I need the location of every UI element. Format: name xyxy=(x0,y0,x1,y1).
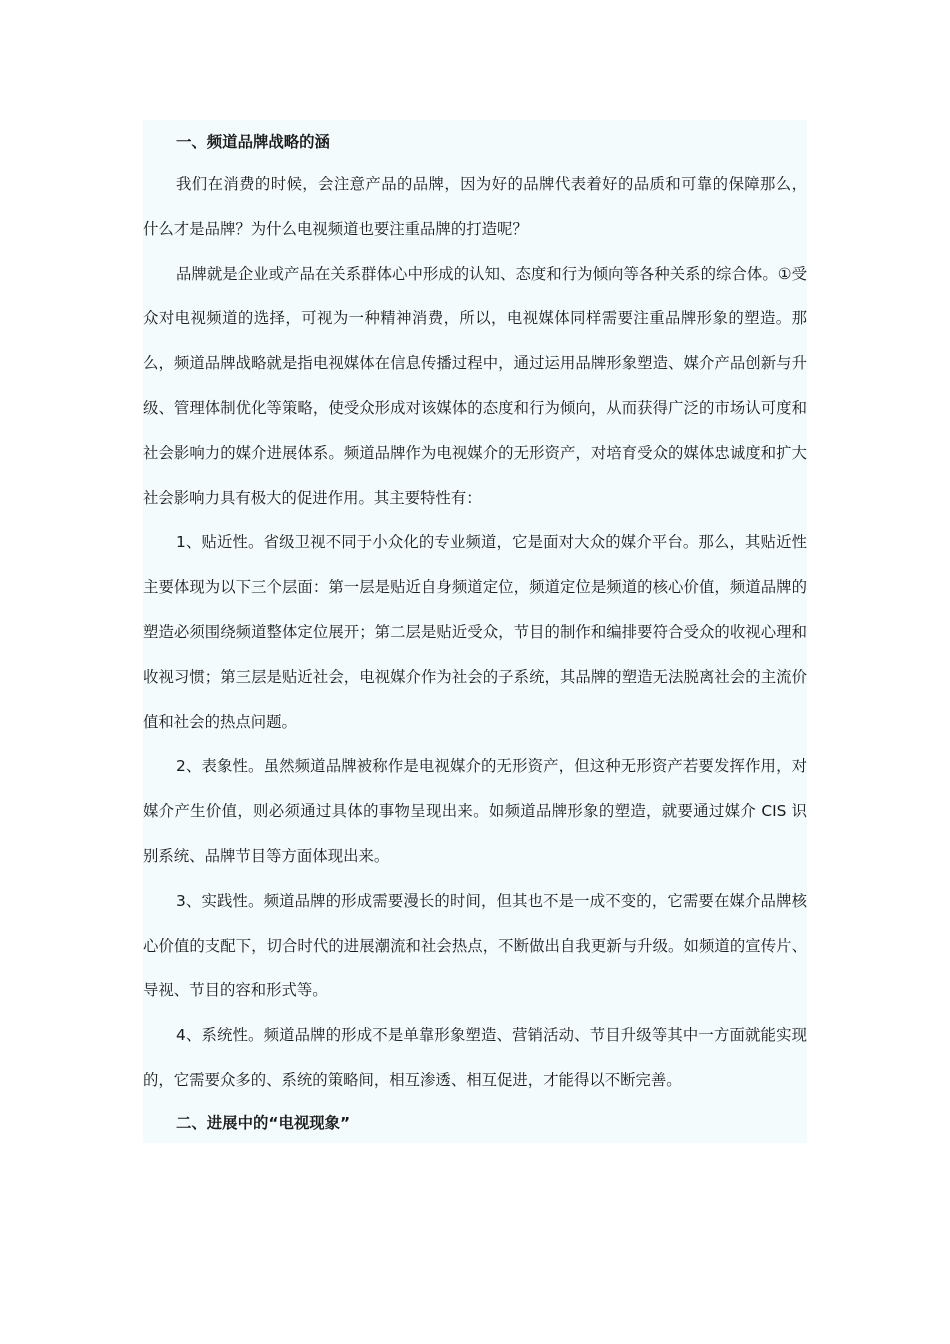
paragraph-definition: 品牌就是企业或产品在关系群体心中形成的认知、态度和行为倾向等各种关系的综合体。①受众对电视频道的选择，可视为一种精神消费，所以，电视媒体同样需要注重品牌形象的塑造。那么，频道品牌战略就是指电视媒体在信息传播过程中，通过运用品牌形象塑造、媒介产品创新与升级、管理体制优化等策略，使受众形成对该媒体的态度和行为倾向，从而获得广泛的市场认可度和社会影响力的媒介进展体系。频道品牌作为电视媒介的无形资产，对培育受众的媒体忠诚度和扩大社会影响力具有极大的促进作用。其主要特性有： xyxy=(143,264,807,507)
section-heading-2: 二、进展中的“电视现象” xyxy=(176,1113,351,1132)
paragraph-proximity: 1、贴近性。省级卫视不同于小众化的专业频道，它是面对大众的媒介平台。那么，其贴近性主要体现为以下三个层面：第一层是贴近自身频道定位，频道定位是频道的核心价值，频道品牌的塑造必须围绕频道整体定位展开；第二层是贴近受众，节目的制作和编排要符合受众的收视心理和收视习惯；第三层是贴近社会，电视媒介作为社会的子系统，其品牌的塑造无法脱离社会的主流价值和社会的热点问题。 xyxy=(143,533,807,731)
paragraph-representation: 2、表象性。虽然频道品牌被称作是电视媒介的无形资产，但这种无形资产若要发挥作用，对媒介产生价值，则必须通过具体的事物呈现出来。如频道品牌形象的塑造，就要通过媒介 CIS 识别系统、品牌节目等方面体现出来。 xyxy=(143,757,807,865)
section-heading-1: 一、频道品牌战略的涵 xyxy=(176,133,330,151)
paragraph-systematic: 4、系统性。频道品牌的形成不是单靠形象塑造、营销活动、节目升级等其中一方面就能实现的，它需要众多的、系统的策略间，相互渗透、相互促进，才能得以不断完善。 xyxy=(143,1026,807,1089)
document-body xyxy=(143,120,807,1143)
paragraph-practice: 3、实践性。频道品牌的形成需要漫长的时间，但其也不是一成不变的，它需要在媒介品牌核心价值的支配下，切合时代的进展潮流和社会热点，不断做出自我更新与升级。如频道的宣传片、导视、节目的容和形式等。 xyxy=(143,891,807,1000)
paragraph-intro: 我们在消费的时候，会注意产品的品牌，因为好的品牌代表着好的品质和可靠的保障那么，什么才是品牌？为什么电视频道也要注重品牌的打造呢？ xyxy=(143,175,807,238)
